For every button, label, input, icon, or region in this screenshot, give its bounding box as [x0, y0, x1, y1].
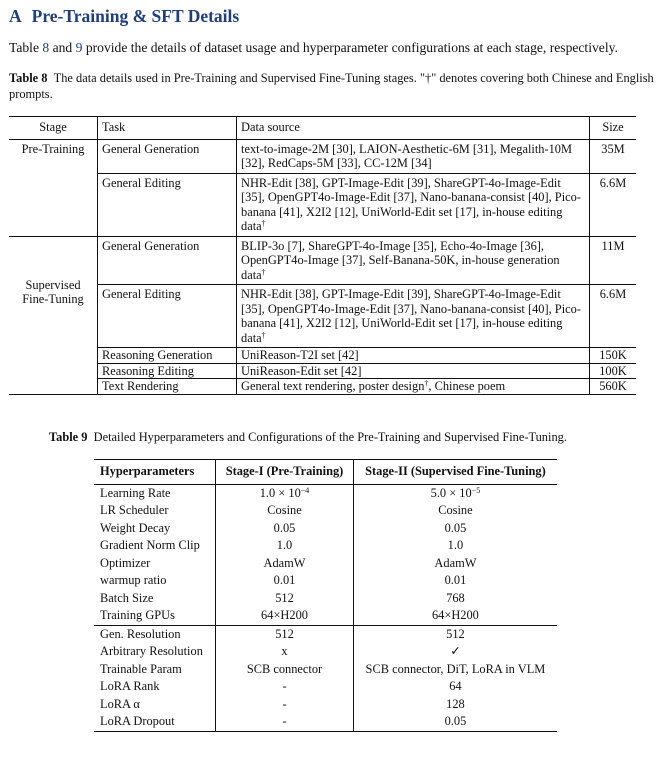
- table-ref-link[interactable]: 9: [75, 40, 83, 55]
- stage1-value: -: [216, 713, 354, 731]
- intro-text: and: [49, 40, 76, 55]
- source-cell: General text rendering, poster design†, Chinese poem: [237, 379, 590, 395]
- stage1-value: Cosine: [216, 502, 354, 520]
- param-cell: Gen. Resolution: [94, 625, 216, 643]
- stage1-value: -: [216, 678, 354, 696]
- caption-label: Table 8: [9, 71, 48, 85]
- caption-label: Table 9: [49, 430, 88, 444]
- param-cell: Weight Decay: [100, 520, 171, 535]
- source-cell: NHR-Edit [38], GPT-Image-Edit [39], ShareGPT-4o-Image-Edit [35], OpenGPT4o-Image-Edit [37], Nano-banana-consist [40], Pico-banana [41], X2I2 [12], UniWorld-Edit set [17], in-house editing data†: [237, 173, 590, 236]
- table-row: [94, 555, 557, 573]
- stage-cell: Pre-Training: [21, 141, 85, 156]
- size-cell: 560K: [590, 379, 637, 395]
- stage2-value: 512: [353, 625, 557, 643]
- header-data-source: Data source: [237, 117, 590, 140]
- source-cell: text-to-image-2M [30], LAION-Aesthetic-6M [31], Megalith-10M [32], RedCaps-5M [33], CC-12M [34]: [237, 139, 590, 173]
- source-cell: BLIP-3o [7], ShareGPT-4o-Image [35], Echo-4o-Image [36], OpenGPT4o-Image [37], Self-Banana-50K, in-house generation data†: [237, 236, 590, 285]
- data-details-table: [9, 116, 636, 395]
- table-row: [94, 590, 557, 608]
- stage1-value: AdamW: [216, 555, 354, 573]
- stage2-value: 768: [353, 590, 557, 608]
- param-cell: Training GPUs: [100, 608, 175, 622]
- header-stage: Stage: [9, 117, 98, 140]
- stage1-value: 64×H200: [216, 607, 354, 625]
- table-row: [94, 643, 557, 661]
- section-heading: [9, 6, 239, 27]
- table-row: [9, 348, 636, 364]
- hyperparameters-table: [94, 459, 557, 732]
- table-row: [9, 363, 636, 379]
- stage1-value: 1.0: [216, 537, 354, 555]
- stage1-value: x: [216, 643, 354, 661]
- table-row: [94, 572, 557, 590]
- size-cell: 11M: [590, 236, 637, 285]
- size-cell: 6.6M: [590, 173, 637, 236]
- task-cell: Reasoning Editing: [98, 363, 237, 379]
- stage2-value: 64×H200: [353, 607, 557, 625]
- table-row: [94, 696, 557, 714]
- stage1-value: 0.01: [216, 572, 354, 590]
- header-task: Task: [98, 117, 237, 140]
- caption-text: Detailed Hyperparameters and Configurations of the Pre-Training and Supervised Fine-Tuning.: [93, 430, 567, 444]
- header-hyperparameters: Hyperparameters: [94, 460, 216, 485]
- stage1-value: $1.0 \times 10^{-4}$: [216, 484, 354, 502]
- stage-cell: Supervised Fine-Tuning: [22, 277, 84, 306]
- table-row: [9, 173, 636, 236]
- table9-caption: [49, 430, 567, 445]
- table-row: [9, 379, 636, 395]
- stage2-value: 64: [353, 678, 557, 696]
- param-cell: Learning Rate: [100, 485, 171, 500]
- stage2-value: 1.0: [353, 537, 557, 555]
- param-cell: LoRA Dropout: [94, 713, 216, 731]
- param-cell: Batch Size: [100, 590, 154, 605]
- source-cell: NHR-Edit [38], GPT-Image-Edit [39], ShareGPT-4o-Image-Edit [35], OpenGPT4o-Image-Edit [37], Nano-banana-consist [40], Pico-banana [41], X2I2 [12], UniWorld-Edit set [17], in-house editing data†: [237, 285, 590, 348]
- table-row: [94, 713, 557, 731]
- table-row: [94, 607, 557, 625]
- caption-text: The data details used in Pre-Training and Supervised Fine-Tuning stages. "†" denotes covering both Chinese and English prompts.: [9, 71, 654, 101]
- table-ref-link[interactable]: 8: [42, 40, 50, 55]
- param-cell: Gradient Norm Clip: [100, 538, 200, 552]
- table-row: [94, 537, 557, 555]
- param-cell: Optimizer: [100, 555, 151, 570]
- table-row: [94, 625, 557, 643]
- header-stage1: Stage-I (Pre-Training): [216, 460, 354, 485]
- param-cell: Trainable Param: [100, 661, 182, 676]
- table-row: [94, 520, 557, 538]
- table-row: [94, 678, 557, 696]
- task-cell: General Editing: [98, 285, 237, 348]
- table-row: [94, 484, 557, 502]
- size-cell: 150K: [590, 348, 637, 364]
- stage2-value: 0.05: [353, 520, 557, 538]
- stage2-value: 0.01: [353, 572, 557, 590]
- stage2-value: ✓: [353, 643, 557, 661]
- param-cell: Arbitrary Resolution: [100, 644, 203, 658]
- task-cell: General Generation: [98, 236, 237, 285]
- intro-text: provide the details of dataset usage and hyperparameter configurations at each stage, respectively.: [82, 40, 618, 55]
- param-cell: LoRA α: [100, 696, 140, 711]
- stage2-value: 0.05: [353, 713, 557, 731]
- task-cell: General Generation: [98, 139, 237, 173]
- table8-caption: [9, 70, 664, 102]
- source-cell: UniReason-T2I set [42]: [237, 348, 590, 364]
- stage2-value: $5.0 \times 10^{-5}$: [353, 484, 557, 502]
- stage2-value: Cosine: [353, 502, 557, 520]
- param-cell: LoRA Rank: [100, 679, 160, 693]
- stage1-value: -: [216, 696, 354, 714]
- table-row: [94, 502, 557, 520]
- header-size: Size: [590, 117, 637, 140]
- stage1-value: SCB connector: [216, 661, 354, 679]
- stage1-value: 0.05: [216, 520, 354, 538]
- stage2-value: SCB connector, DiT, LoRA in VLM: [353, 661, 557, 679]
- section-title: Pre-Training & SFT Details: [31, 6, 240, 26]
- source-cell: UniReason-Edit set [42]: [237, 363, 590, 379]
- param-cell: warmup ratio: [100, 573, 167, 587]
- task-cell: Text Rendering: [98, 379, 237, 395]
- stage2-value: AdamW: [353, 555, 557, 573]
- size-cell: 100K: [590, 363, 637, 379]
- table-row: [94, 661, 557, 679]
- header-stage2: Stage-II (Supervised Fine-Tuning): [353, 460, 557, 485]
- size-cell: 35M: [590, 139, 637, 173]
- task-cell: General Editing: [98, 173, 237, 236]
- param-cell: LR Scheduler: [100, 503, 169, 517]
- intro-text: Table: [9, 40, 43, 55]
- stage1-value: 512: [216, 625, 354, 643]
- stage2-value: 128: [353, 696, 557, 714]
- section-number: A: [9, 6, 22, 26]
- table-row: [9, 285, 636, 348]
- table-row: [9, 139, 636, 173]
- size-cell: 6.6M: [590, 285, 637, 348]
- stage1-value: 512: [216, 590, 354, 608]
- task-cell: Reasoning Generation: [98, 348, 237, 364]
- intro-paragraph: [9, 40, 618, 56]
- table-row: [9, 236, 636, 285]
